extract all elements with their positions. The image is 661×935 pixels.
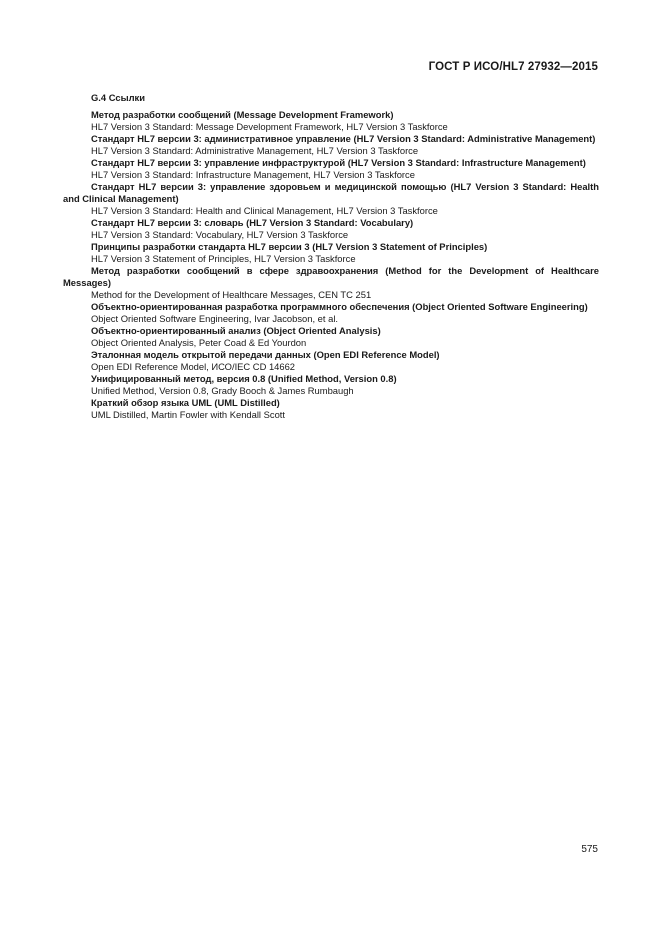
reference-entry — [63, 265, 599, 301]
reference-description: HL7 Version 3 Statement of Principles, HL7 Version 3 Taskforce — [91, 253, 356, 264]
reference-title: Метод разработки сообщений (Message Development Framework) — [91, 109, 394, 120]
reference-title: Принципы разработки стандарта HL7 версии 3 (HL7 Version 3 Statement of Principles) — [91, 241, 488, 252]
reference-entry — [63, 301, 599, 325]
reference-title: Эталонная модель открытой передачи данных (Open EDI Reference Model) — [91, 349, 440, 360]
page-number: 575 — [581, 844, 598, 855]
reference-description: Open EDI Reference Model, ИСО/IEC CD 14662 — [91, 361, 296, 372]
section-title: G.4 Ссылки — [91, 92, 145, 103]
reference-description: HL7 Version 3 Standard: Health and Clinical Management, HL7 Version 3 Taskforce — [91, 205, 438, 216]
reference-entry — [63, 241, 599, 265]
reference-description: HL7 Version 3 Standard: Administrative Management, HL7 Version 3 Taskforce — [91, 145, 419, 156]
standard-code-header: ГОСТ Р ИСО/HL7 27932—2015 — [428, 61, 598, 73]
reference-title: Краткий обзор языка UML (UML Distilled) — [91, 397, 280, 408]
reference-title: Стандарт HL7 версии 3: управление инфраструктурой (HL7 Version 3 Standard: Infrastructure Management) — [91, 157, 586, 168]
reference-entry — [63, 217, 599, 241]
reference-title: Стандарт HL7 версии 3: словарь (HL7 Version 3 Standard: Vocabulary) — [91, 217, 414, 228]
reference-title: Объектно-ориентированный анализ (Object Oriented Analysis) — [91, 325, 381, 336]
reference-entry — [63, 325, 599, 349]
references-section — [63, 92, 599, 421]
reference-entry — [63, 133, 599, 157]
reference-description: HL7 Version 3 Standard: Message Development Framework, HL7 Version 3 Taskforce — [91, 121, 448, 132]
reference-entry — [63, 109, 599, 133]
reference-description: HL7 Version 3 Standard: Vocabulary, HL7 Version 3 Taskforce — [91, 229, 349, 240]
reference-description: Method for the Development of Healthcare Messages, CEN TC 251 — [91, 289, 372, 300]
reference-description: HL7 Version 3 Standard: Infrastructure Management, HL7 Version 3 Taskforce — [91, 169, 415, 180]
reference-description: Object Oriented Analysis, Peter Coad & Ed Yourdon — [91, 337, 307, 348]
reference-entry — [63, 157, 599, 181]
reference-title: Унифицированный метод, версия 0.8 (Unified Method, Version 0.8) — [91, 373, 397, 384]
reference-description: Unified Method, Version 0.8, Grady Booch & James Rumbaugh — [91, 385, 354, 396]
reference-description: UML Distilled, Martin Fowler with Kendall Scott — [91, 409, 285, 420]
reference-title: Метод разработки сообщений в сфере здравоохранения (Method for the Development of Healthcare Messages) — [63, 265, 599, 288]
reference-entry — [63, 397, 599, 421]
reference-title: Стандарт HL7 версии 3: управление здоровьем и медицинской помощью (HL7 Version 3 Standard: Health and Clinical Management) — [63, 181, 599, 204]
reference-title: Стандарт HL7 версии 3: административное управление (HL7 Version 3 Standard: Administrative Management) — [91, 133, 596, 144]
reference-entry — [63, 181, 599, 217]
reference-description: Object Oriented Software Engineering, Ivar Jacobson, et al. — [91, 313, 339, 324]
reference-entry — [63, 349, 599, 373]
reference-entry — [63, 373, 599, 397]
reference-title: Объектно-ориентированная разработка программного обеспечения (Object Oriented Software Engineering) — [91, 301, 588, 312]
